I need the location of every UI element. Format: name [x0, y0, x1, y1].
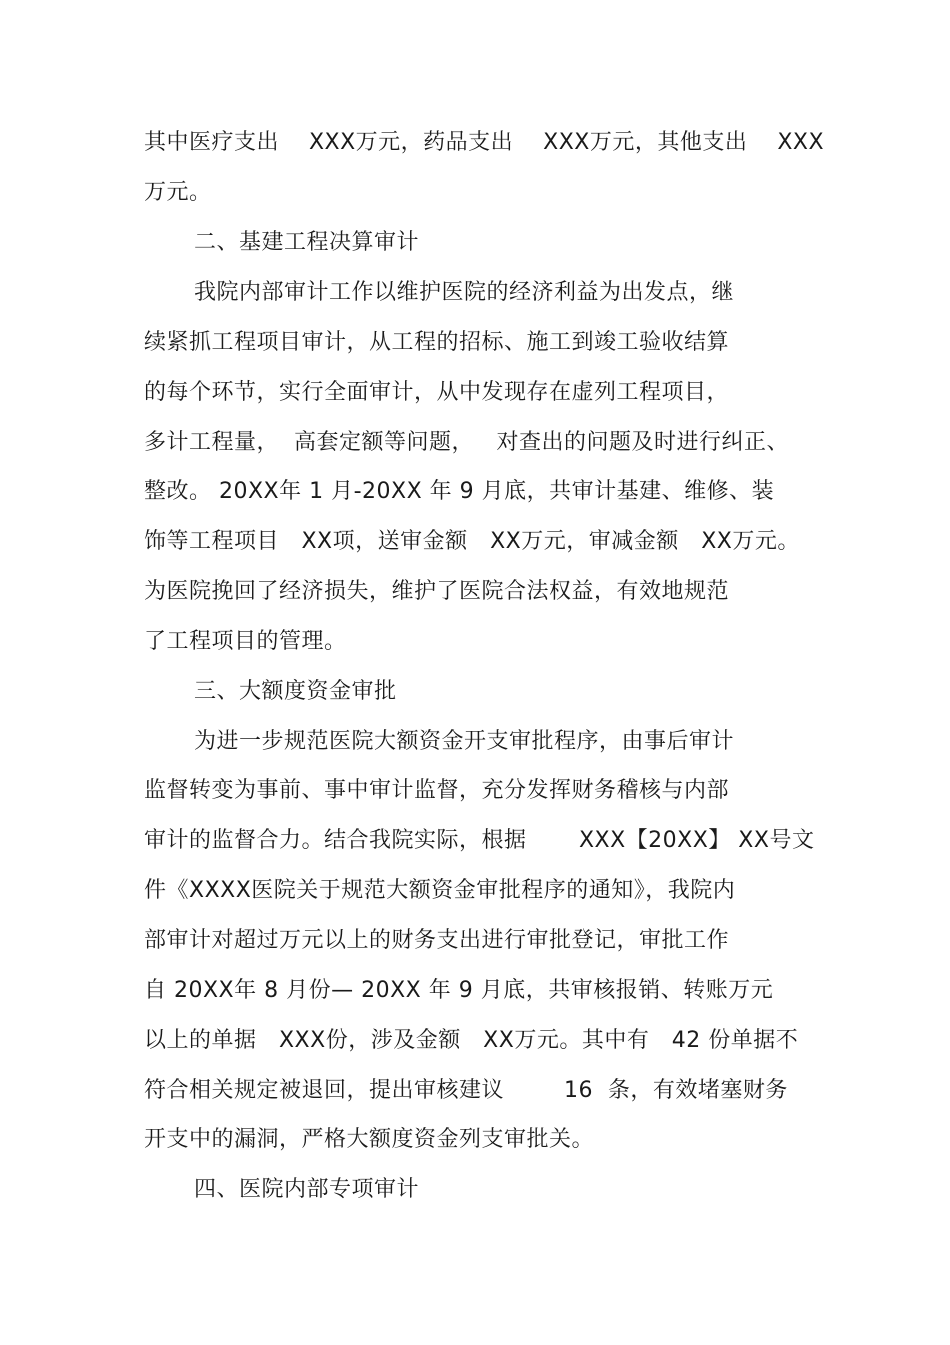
text-line: 其中医疗支出 XXX万元，药品支出 XXX万元，其他支出 XXX	[144, 130, 825, 155]
text-line: 的每个环节，实行全面审计，从中发现存在虚列工程项目，	[144, 380, 730, 405]
text-line: 自 20XX年 8 月份— 20XX 年 9 月底，共审核报销、转账万元	[144, 978, 774, 1003]
text-line: 多计工程量， 高套定额等问题， 对查出的问题及时进行纠正、	[144, 430, 789, 455]
text-line: 了工程项目的管理。	[144, 629, 347, 654]
section-heading: 三、大额度资金审批	[194, 679, 397, 704]
section-heading: 四、医院内部专项审计	[194, 1177, 420, 1202]
text-line: 监督转变为事前、事中审计监督，充分发挥财务稽核与内部	[144, 778, 730, 803]
text-line: 为医院挽回了经济损失，维护了医院合法权益，有效地规范	[144, 579, 730, 604]
text-line: 万元。	[144, 180, 212, 205]
text-line: 部审计对超过万元以上的财务支出进行审批登记，审批工作	[144, 928, 730, 953]
text-line: 开支中的漏洞，严格大额度资金列支审批关。	[144, 1127, 595, 1152]
text-line: 我院内部审计工作以维护医院的经济利益为出发点，继	[194, 280, 735, 305]
section-heading: 二、基建工程决算审计	[194, 230, 420, 255]
text-line: 以上的单据 XXX份，涉及金额 XX万元。其中有 42 份单据不	[144, 1028, 799, 1053]
text-line: 符合相关规定被退回，提出审核建议 16 条，有效堵塞财务	[144, 1078, 788, 1103]
text-line: 件《XXXX医院关于规范大额资金审批程序的通知》，我院内	[144, 878, 736, 903]
text-line: 整改。 20XX年 1 月-20XX 年 9 月底，共审计基建、维修、装	[144, 479, 775, 504]
text-line: 为进一步规范医院大额资金开支审批程序，由事后审计	[194, 729, 735, 754]
text-line: 审计的监督合力。结合我院实际，根据 XXX【20XX】 XX号文	[144, 828, 815, 853]
text-line: 续紧抓工程项目审计，从工程的招标、施工到竣工验收结算	[144, 330, 730, 355]
text-line: 饰等工程项目 XX项，送审金额 XX万元，审减金额 XX万元。	[144, 529, 800, 554]
